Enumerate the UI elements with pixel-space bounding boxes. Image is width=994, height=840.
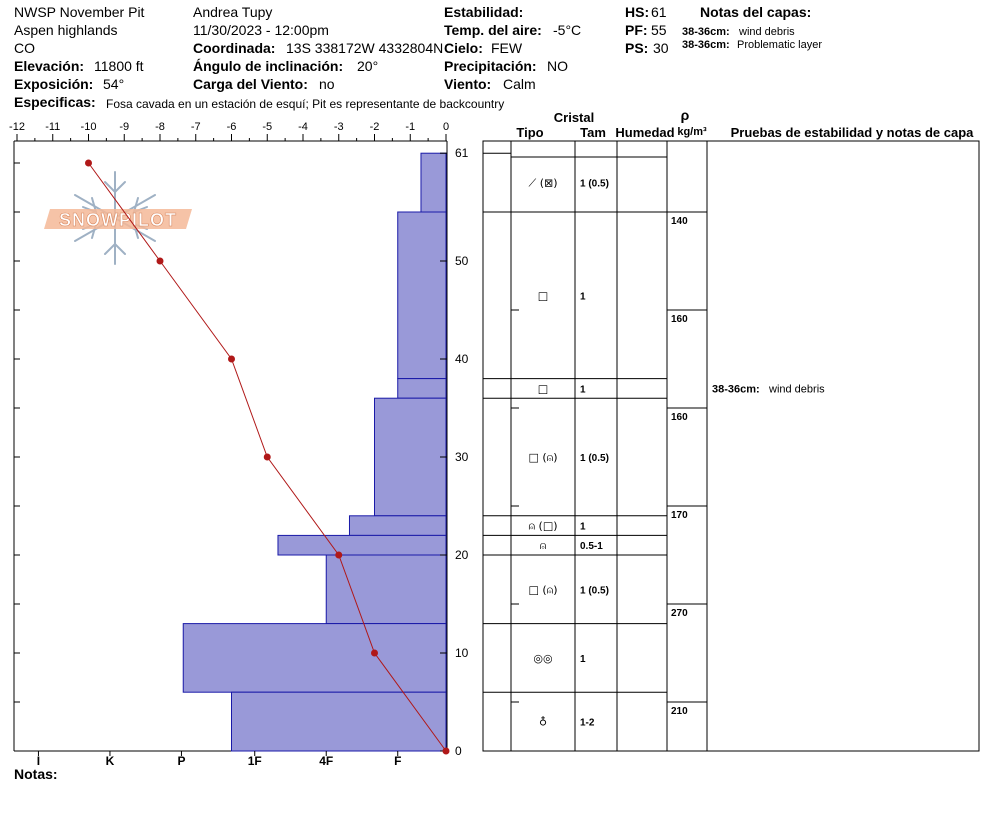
- hardness-bar: [232, 692, 447, 751]
- density-value: 170: [671, 510, 688, 521]
- layer-crystal-type: □: [537, 289, 549, 303]
- layer-crystal-size: 1: [580, 521, 586, 533]
- layer-crystal-size: 0.5-1: [580, 541, 603, 553]
- temp-axis-tick-label: -1: [405, 121, 416, 133]
- datetime: 11/30/2023 - 12:00pm: [193, 22, 329, 38]
- layer-note-range: 38-36cm:: [682, 26, 730, 38]
- density-value: 210: [671, 706, 688, 717]
- layer-crystal-size: 1 (0.5): [580, 585, 609, 597]
- layer-crystal-type: ⍝ (□): [528, 519, 558, 533]
- layer-note-text: wind debris: [739, 26, 795, 38]
- temp-axis-tick-label: -4: [298, 121, 308, 133]
- crystal-header: Cristal: [553, 110, 595, 125]
- hardness-bar: [183, 624, 446, 693]
- wind-label: Viento:: [444, 76, 492, 92]
- logo-text: SNOWPILOT: [59, 210, 177, 230]
- wind-value: Calm: [503, 76, 536, 92]
- aspect-label: Exposición:: [14, 76, 94, 92]
- height-axis-tick-label: 20: [455, 548, 469, 562]
- rho-header: ρ: [680, 107, 690, 123]
- pf-label: PF:: [625, 22, 648, 38]
- hardness-bar: [398, 379, 446, 399]
- height-axis-tick-label: 30: [455, 450, 469, 464]
- layer-crystal-size: 1-2: [580, 717, 595, 729]
- state: CO: [14, 40, 35, 56]
- hardness-bar: [421, 153, 446, 212]
- pit-name: NWSP November Pit: [14, 4, 145, 20]
- location: Aspen highlands: [14, 22, 118, 38]
- layer-crystal-type: ◎◎: [533, 651, 553, 665]
- height-axis-tick-label: 40: [455, 352, 469, 366]
- hardness-axis-tick-label: I: [36, 754, 41, 768]
- notes-label: Notas:: [14, 766, 58, 782]
- temp-axis-tick-label: -9: [119, 121, 130, 133]
- ps-label: PS:: [625, 40, 649, 56]
- layer-crystal-type: ⍝: [539, 539, 547, 553]
- temp-axis-tick-label: -8: [155, 121, 165, 133]
- layer-table-frame: [483, 141, 979, 751]
- elevation-value: 11800 ft: [94, 58, 144, 74]
- coord-label: Coordinada:: [193, 40, 276, 56]
- hs-label: HS:: [625, 4, 650, 20]
- temp-axis-tick-label: -11: [45, 121, 61, 133]
- temperature-point: [371, 650, 378, 657]
- elevation-label: Elevación:: [14, 58, 85, 74]
- hardness-bar: [326, 555, 446, 624]
- layer-crystal-size: 1 (0.5): [580, 453, 609, 464]
- hardness-axis-tick-label: 1F: [247, 754, 262, 768]
- density-value: 140: [671, 216, 688, 227]
- layer-crystal-size: 1: [580, 291, 586, 303]
- height-axis-tick-label: 50: [455, 254, 469, 268]
- layer-note-text: Problematic layer: [737, 39, 822, 51]
- layer-note-range: 38-36cm:: [682, 39, 730, 51]
- observer: Andrea Tupy: [193, 4, 273, 20]
- hardness-bar: [398, 212, 446, 379]
- temperature-point: [157, 258, 164, 265]
- layer-crystal-type: □: [537, 382, 549, 396]
- hardness-axis-tick-label: 4F: [319, 754, 334, 768]
- temp-axis-tick-label: -6: [226, 121, 237, 133]
- temp-axis-tick-label: -3: [333, 121, 344, 133]
- slope-value: 20°: [357, 58, 379, 74]
- temperature-point: [264, 454, 271, 461]
- sky-label: Cielo:: [444, 40, 483, 56]
- stability-label: Estabilidad:: [444, 4, 524, 20]
- hardness-axis-tick-label: P: [177, 754, 186, 768]
- air-temp-label: Temp. del aire:: [444, 22, 542, 38]
- temperature-point: [443, 748, 450, 755]
- layer-crystal-type: □ (⍝): [528, 583, 558, 597]
- hardness-bar: [278, 535, 446, 555]
- density-value: 160: [671, 412, 688, 423]
- pf-value: 55: [651, 22, 667, 38]
- temp-axis-tick-label: -7: [190, 121, 201, 133]
- layer-crystal-type: ⟋ (⊠): [528, 176, 558, 190]
- test-note-text: wind debris: [769, 383, 825, 396]
- height-axis-tick-label: 61: [455, 146, 469, 161]
- slope-label: Ángulo de inclinación:: [193, 58, 344, 74]
- layer-crystal-type: ♁: [538, 715, 548, 729]
- density-unit: kg/m³: [677, 126, 707, 138]
- hardness-axis-tick-label: F: [394, 754, 402, 768]
- wind-load-value: no: [319, 76, 335, 92]
- density-value: 160: [671, 314, 688, 325]
- tests-header: Pruebas de estabilidad y notas de capa: [730, 125, 974, 140]
- temp-axis-tick-label: -5: [262, 121, 273, 133]
- temp-axis-tick-label: -2: [369, 121, 380, 133]
- density-value: 270: [671, 608, 688, 619]
- precip-label: Precipitación:: [444, 58, 537, 74]
- air-temp-value: -5°C: [553, 22, 582, 38]
- temperature-point: [85, 160, 92, 167]
- precip-value: NO: [547, 58, 568, 74]
- wind-load-label: Carga del Viento:: [193, 76, 308, 92]
- type-header: Tipo: [516, 125, 544, 140]
- height-axis-tick-label: 0: [455, 744, 462, 758]
- specifics-label: Especificas:: [14, 94, 96, 110]
- specifics-value: Fosa cavada en un estación de esquí; Pit es representante de backcountry: [106, 97, 505, 111]
- temp-axis-tick-label: -10: [80, 121, 97, 133]
- size-header: Tam: [580, 125, 606, 140]
- layer-crystal-size: 1: [580, 384, 586, 396]
- snowpilot-logo: [44, 172, 192, 264]
- aspect-value: 54°: [103, 76, 125, 92]
- temperature-point: [228, 356, 235, 363]
- ps-value: 30: [653, 40, 669, 56]
- hs-value: 61: [651, 4, 667, 20]
- coord-value: 13S 338172W 4332804N: [286, 40, 444, 56]
- height-axis-tick-label: 10: [455, 646, 469, 660]
- layer-crystal-type: □ (⍝): [528, 451, 558, 464]
- test-note-range: 38-36cm:: [712, 383, 760, 396]
- hardness-bar: [375, 398, 447, 516]
- moisture-header: Humedad: [615, 125, 675, 140]
- layer-notes-title: Notas del capas:: [700, 4, 812, 20]
- temperature-point: [335, 552, 342, 559]
- temp-axis-tick-label: 0: [442, 121, 450, 133]
- layer-crystal-size: 1: [580, 653, 586, 665]
- sky-value: FEW: [491, 40, 523, 56]
- temp-axis-tick-label: -12: [9, 121, 25, 133]
- layer-crystal-size: 1 (0.5): [580, 178, 609, 190]
- hardness-bar: [349, 516, 446, 536]
- hardness-axis-tick-label: K: [105, 754, 115, 768]
